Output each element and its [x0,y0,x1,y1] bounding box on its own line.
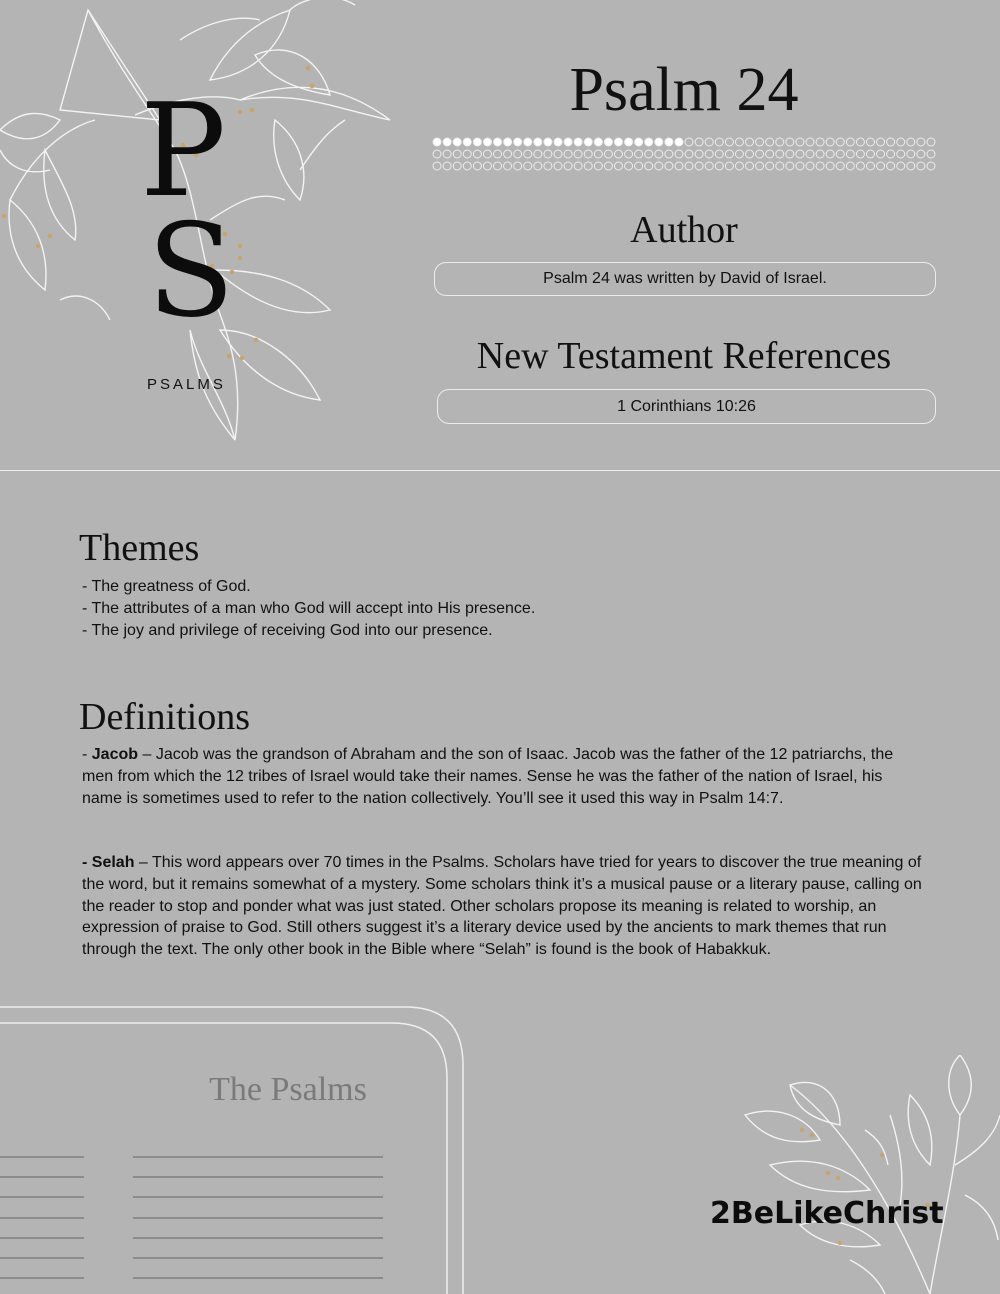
progress-dot [514,162,522,170]
progress-dot [524,150,532,158]
writing-lines [0,1150,390,1294]
progress-dot [887,162,895,170]
author-box: Psalm 24 was written by David of Israel. [434,262,936,296]
progress-dot [614,138,622,146]
progress-dot [504,138,512,146]
progress-dot [846,162,854,170]
progress-dot [584,162,592,170]
progress-dot [614,150,622,158]
progress-dot [645,150,653,158]
progress-dot [877,150,885,158]
definition-text: – Jacob was the grandson of Abraham and the son of Isaac. Jacob was the father of the 12 patriarchs, the men from which the 12 tribes of Israel would take their names. Sense he was the father of the nation of Israel, his name is sometimes used to refer to the nation collectively. You’ll see it used this way in Psalm 14:7. [82,746,894,807]
psalms-subtitle: The Psalms [209,1071,367,1108]
progress-dot [524,162,532,170]
brand-name: 2BeLikeChrist [710,1196,944,1231]
progress-dot [544,162,552,170]
progress-dot [927,162,935,170]
progress-dot [826,162,834,170]
progress-dot [635,138,643,146]
progress-dot [655,150,663,158]
progress-dot [735,150,743,158]
progress-dot [826,138,834,146]
progress-dot [443,138,451,146]
progress-dot [695,138,703,146]
progress-dot [816,150,824,158]
progress-dot [756,162,764,170]
progress-dot [584,138,592,146]
progress-dot [705,150,713,158]
theme-item: - The attributes of a man who God will accept into His presence. [82,600,536,617]
progress-dot [887,138,895,146]
progress-dot [836,138,844,146]
progress-dot [907,162,915,170]
progress-dot [504,150,512,158]
progress-dot [675,162,683,170]
progress-dot [554,138,562,146]
progress-dot [766,162,774,170]
progress-dot [524,138,532,146]
progress-dot [614,162,622,170]
progress-dot [604,150,612,158]
progress-dot [786,138,794,146]
progress-dot [705,162,713,170]
progress-dot [715,138,723,146]
progress-dot [483,150,491,158]
progress-dot [433,150,441,158]
progress-dot [725,162,733,170]
progress-dot [584,150,592,158]
progress-dot [776,138,784,146]
progress-dot [786,162,794,170]
monogram-letter-s: S [147,197,235,346]
theme-item: - The joy and privilege of receiving God into our presence. [82,622,493,639]
progress-dot [675,138,683,146]
progress-dot [907,138,915,146]
progress-dot [907,150,915,158]
progress-dot [554,162,562,170]
floral-decoration-bottom [730,1055,1000,1294]
progress-dot [433,138,441,146]
progress-dot [856,138,864,146]
monogram-label: PSALMS [147,376,226,393]
definition-term: - Selah [82,854,135,871]
progress-dot [685,150,693,158]
themes-list [82,576,942,642]
progress-dot [645,138,653,146]
nt-references-box: 1 Corinthians 10:26 [437,389,936,424]
progress-dot [826,150,834,158]
progress-dot [796,150,804,158]
section-divider [0,470,1000,471]
progress-dot [746,150,754,158]
progress-dot [504,162,512,170]
progress-dot [544,150,552,158]
progress-dot [514,150,522,158]
definition-jacob [82,744,924,809]
progress-dot [483,162,491,170]
progress-dot [806,162,814,170]
progress-dot [453,150,461,158]
progress-dot [897,150,905,158]
progress-dot [604,138,612,146]
progress-dot [574,162,582,170]
progress-dot [564,162,572,170]
progress-dot [635,162,643,170]
progress-dot [594,162,602,170]
monogram-letter-p: P [140,77,227,226]
progress-dot [473,138,481,146]
progress-dot [897,162,905,170]
progress-dot [796,162,804,170]
progress-dot [463,162,471,170]
progress-dot [917,150,925,158]
progress-dot [594,138,602,146]
progress-dot [645,162,653,170]
progress-dot [806,150,814,158]
progress-dot [856,162,864,170]
progress-dot [574,150,582,158]
progress-dot [604,162,612,170]
progress-dot [715,150,723,158]
progress-dot [564,150,572,158]
progress-dot [766,138,774,146]
progress-dot [514,138,522,146]
progress-dot [866,138,874,146]
progress-dot [655,138,663,146]
progress-dot [494,162,502,170]
progress-dot [625,150,633,158]
progress-dot [554,150,562,158]
progress-dot [635,150,643,158]
progress-dot [917,138,925,146]
nt-references-heading: New Testament References [476,335,892,377]
progress-dot [675,150,683,158]
progress-dot [473,162,481,170]
progress-dot [776,150,784,158]
definition-text: – This word appears over 70 times in the Psalms. Scholars have tried for years to discover the true meaning of the word, but it remains somewhat of a mystery. Some scholars think it’s a musical pause or a literary pause, calling on the reader to stop and ponder what was just stated. Other scholars propose its meaning is related to worship, an expression of praise to God. Still others suggest it’s a literary device used by the ancients to mark themes that run through the text. The only other book in the Bible where “Selah” is found is the book of Habakkuk. [82,854,922,959]
progress-dot [433,162,441,170]
progress-dot [756,138,764,146]
progress-dot [494,150,502,158]
progress-dot [695,150,703,158]
progress-dot [756,150,764,158]
progress-dot [574,138,582,146]
progress-dot [927,150,935,158]
progress-dot [625,138,633,146]
progress-dot [856,150,864,158]
progress-dot [866,162,874,170]
progress-dot [544,138,552,146]
progress-dot [836,150,844,158]
progress-dot [655,162,663,170]
progress-dot [564,138,572,146]
progress-dot [443,150,451,158]
progress-dot [786,150,794,158]
definition-term: Jacob [91,746,139,763]
progress-dot [746,138,754,146]
progress-dot [866,150,874,158]
progress-dot [463,138,471,146]
progress-dot [453,138,461,146]
progress-dot [917,162,925,170]
progress-dot [816,138,824,146]
progress-dot [887,150,895,158]
progress-dot [494,138,502,146]
progress-dot [534,162,542,170]
theme-item: - The greatness of God. [82,578,251,595]
progress-dot [816,162,824,170]
progress-dot [483,138,491,146]
progress-dot [735,138,743,146]
definition-selah [82,852,924,961]
progress-dot [443,162,451,170]
themes-heading: Themes [79,527,200,569]
progress-dot [927,138,935,146]
progress-dot [665,162,673,170]
progress-dot [897,138,905,146]
definitions-heading: Definitions [79,696,250,738]
progress-dot [725,150,733,158]
progress-dot [776,162,784,170]
progress-dot [766,150,774,158]
progress-dot [836,162,844,170]
progress-dot [735,162,743,170]
progress-dot [665,138,673,146]
progress-dot [705,138,713,146]
progress-dot [453,162,461,170]
progress-dot [534,138,542,146]
progress-dot [473,150,481,158]
progress-dot [594,150,602,158]
progress-dot [695,162,703,170]
page-title: Psalm 24 [569,56,799,124]
progress-dots [432,136,936,172]
progress-dot [534,150,542,158]
progress-dot [796,138,804,146]
progress-dot [846,150,854,158]
progress-dot [665,150,673,158]
progress-dot [685,138,693,146]
progress-dot [877,162,885,170]
progress-dot [463,150,471,158]
progress-dot [746,162,754,170]
progress-dot [625,162,633,170]
author-heading: Author [630,209,738,251]
progress-dot [846,138,854,146]
definition-prefix: - [82,746,92,763]
progress-dot [725,138,733,146]
progress-dot [685,162,693,170]
progress-dot [715,162,723,170]
progress-dot [877,138,885,146]
progress-dot [806,138,814,146]
